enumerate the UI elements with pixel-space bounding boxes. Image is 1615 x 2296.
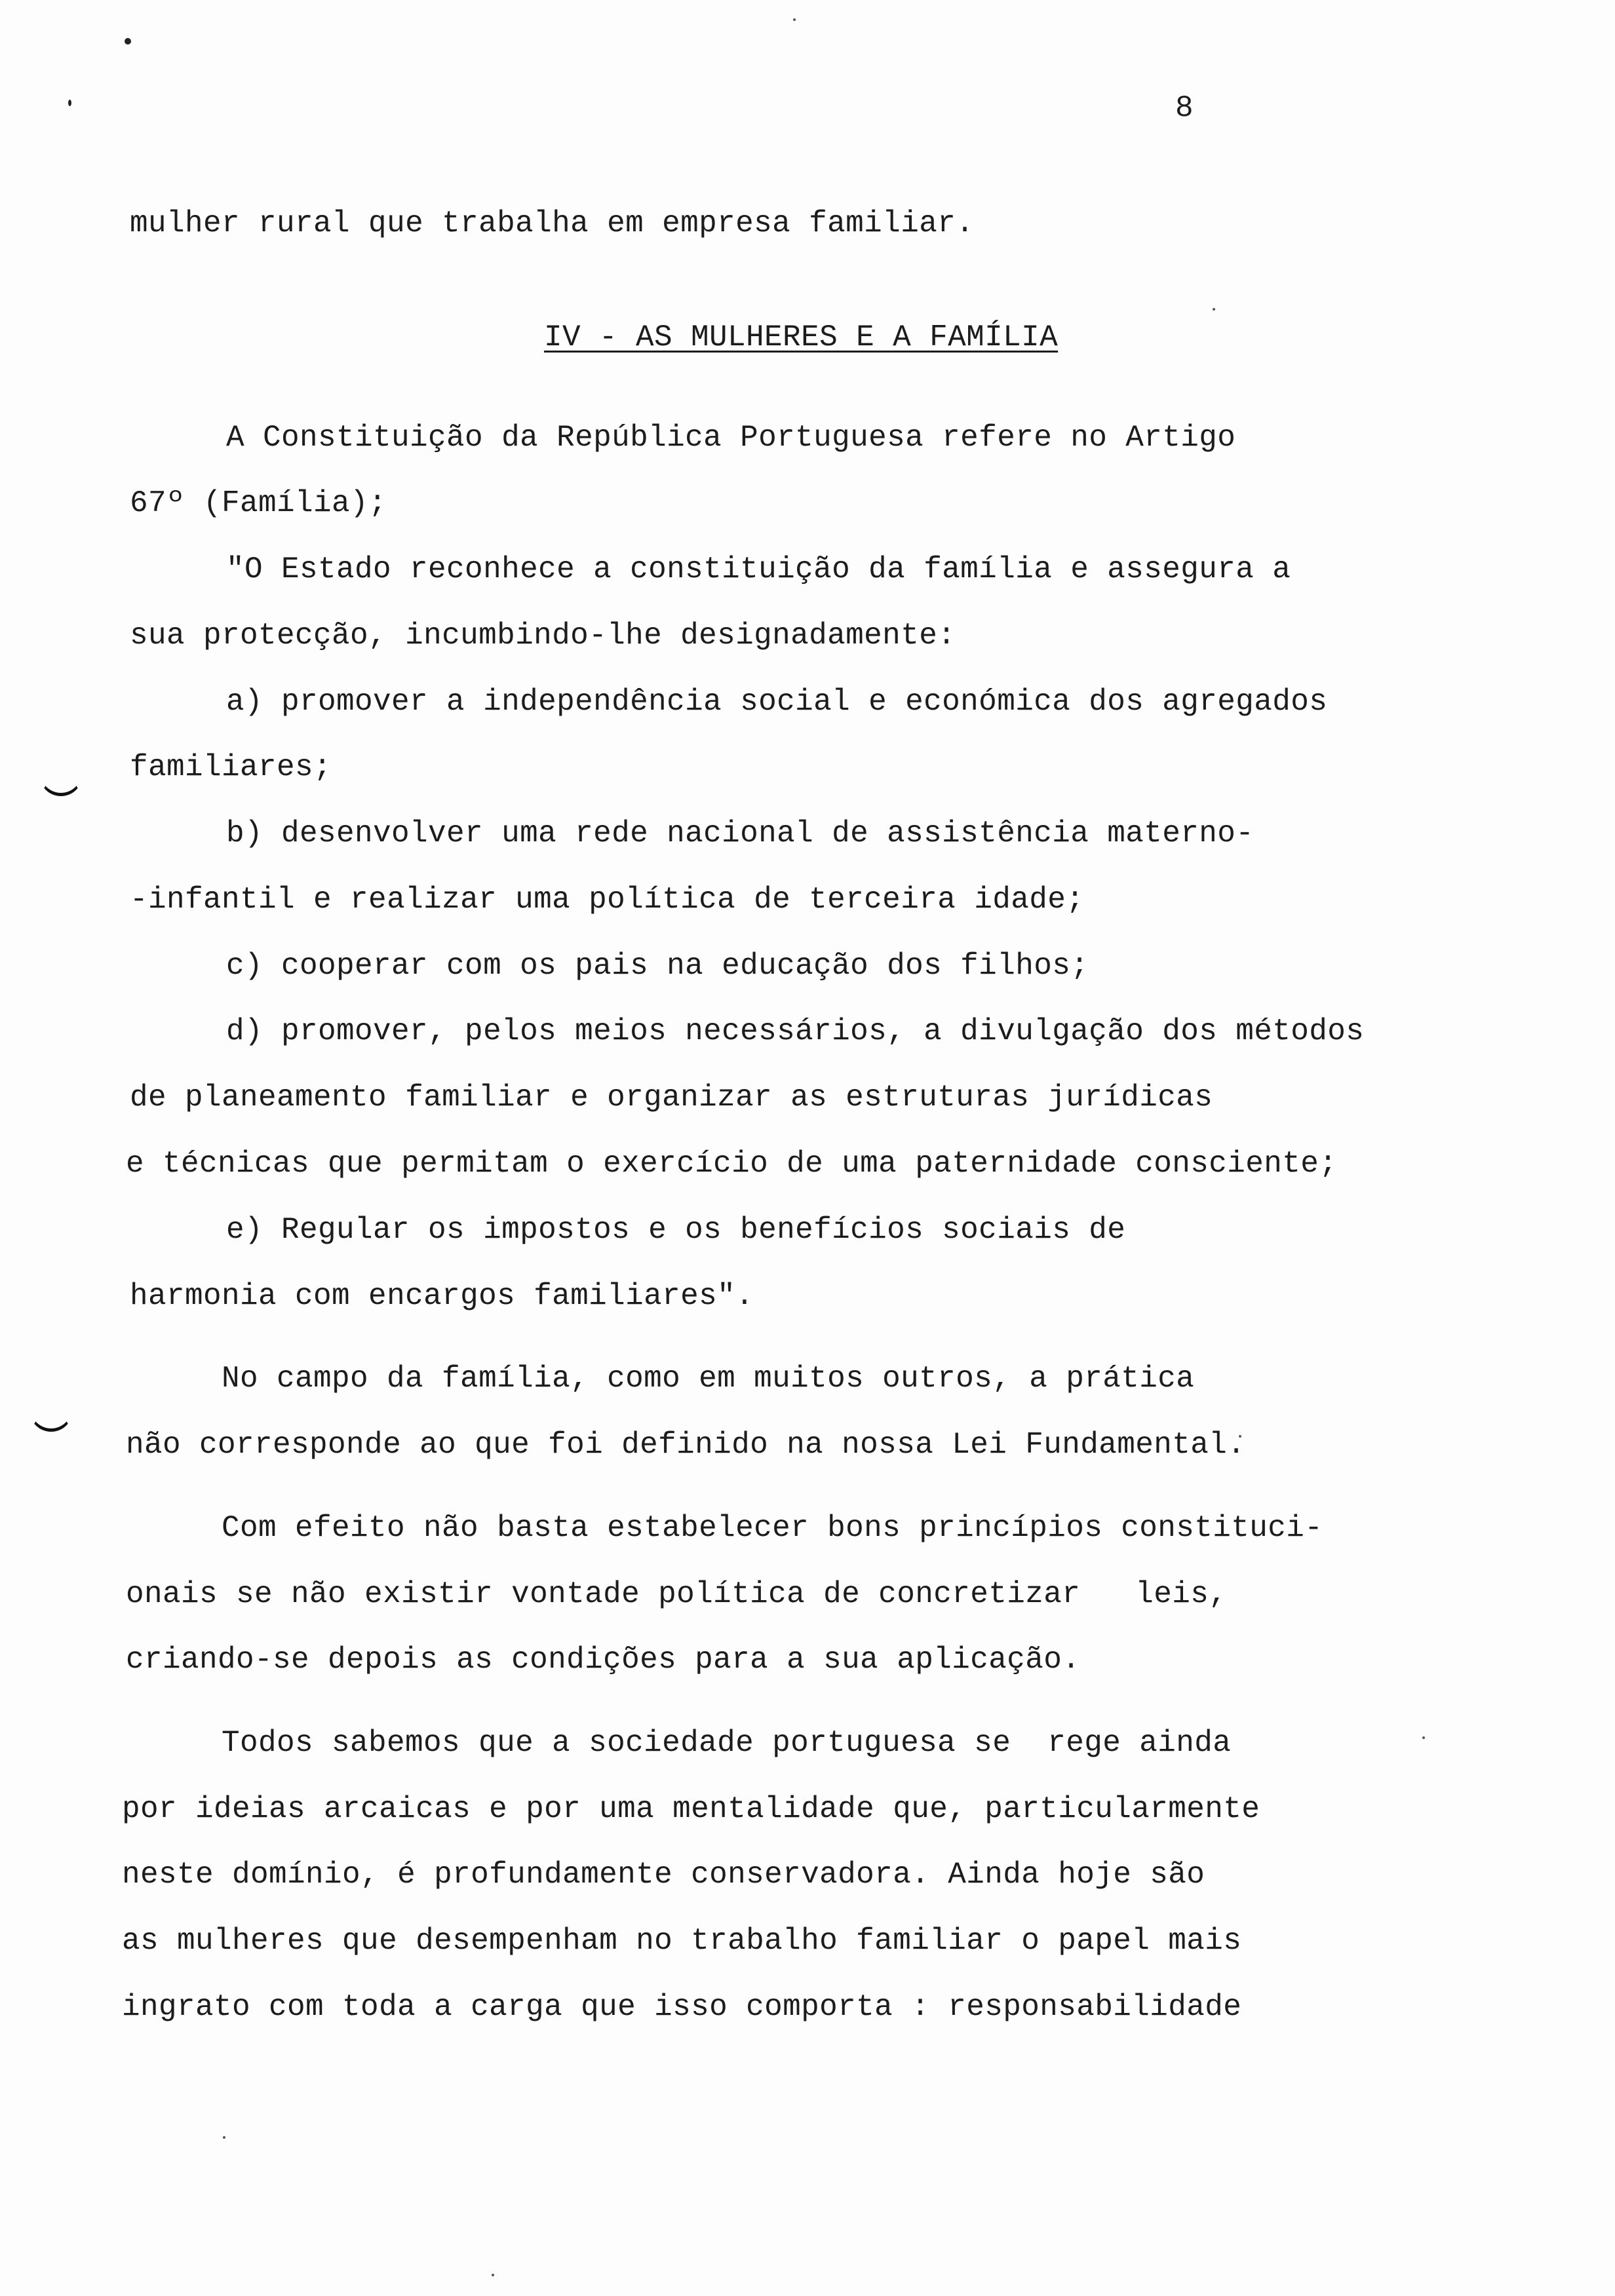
scan-speck (793, 18, 796, 21)
text-line: onais se não existir vontade política de concretizar leis, (126, 1577, 1228, 1611)
text-line: b) desenvolver uma rede nacional de assistência materno- (226, 816, 1255, 851)
text-line: as mulheres que desempenham no trabalho familiar o papel mais (122, 1924, 1242, 1958)
text-line: d) promover, pelos meios necessários, a divulgação dos métodos (226, 1014, 1365, 1048)
scan-speck (223, 2136, 225, 2139)
page-number: 8 (1175, 91, 1194, 125)
text-line: "O Estado reconhece a constituição da família e assegura a (226, 552, 1291, 586)
text-line: neste domínio, é profundamente conservadora. Ainda hoje são (122, 1858, 1205, 1892)
text-line: c) cooperar com os pais na educação dos filhos; (226, 949, 1089, 983)
scan-speck-mark (68, 100, 71, 106)
text-line: criando-se depois as condições para a sua aplicação. (126, 1643, 1081, 1677)
text-line: ingrato com toda a carga que isso comporta : responsabilidade (122, 1990, 1242, 2024)
text-line: mulher rural que trabalha em empresa familiar. (130, 206, 975, 240)
scan-speck (1213, 308, 1215, 311)
text-line: de planeamento familiar e organizar as estruturas jurídicas (130, 1081, 1213, 1115)
text-line: harmonia com encargos familiares". (130, 1279, 754, 1313)
section-heading: IV - AS MULHERES E A FAMÍLIA (544, 320, 1059, 354)
text-line: por ideias arcaicas e por uma mentalidade que, particularmente (122, 1792, 1260, 1826)
text-line: a) promover a independência social e económica dos agregados (226, 685, 1328, 719)
binding-mark (29, 1409, 73, 1432)
text-line: familiares; (130, 750, 332, 784)
scan-speck (492, 2274, 494, 2276)
text-line: não corresponde ao que foi definido na nossa Lei Fundamental. (126, 1428, 1246, 1462)
scan-speck (1422, 1736, 1425, 1739)
text-line: 67º (Família); (130, 486, 387, 520)
text-line: e técnicas que permitam o exercício de uma paternidade consciente; (126, 1147, 1338, 1181)
text-line: sua protecção, incumbindo-lhe designadamente: (130, 619, 956, 653)
binding-mark (39, 773, 83, 796)
text-line: No campo da família, como em muitos outros, a prática (222, 1362, 1195, 1396)
text-line: e) Regular os impostos e os benefícios sociais de (226, 1213, 1126, 1247)
scan-speck-mark (125, 38, 131, 45)
text-line: A Constituição da República Portuguesa refere no Artigo (226, 421, 1236, 455)
text-line: -infantil e realizar uma política de terceira idade; (130, 883, 1085, 917)
text-line: Com efeito não basta estabelecer bons princípios constituci- (222, 1511, 1323, 1545)
text-line: Todos sabemos que a sociedade portuguesa se rege ainda (222, 1726, 1232, 1760)
